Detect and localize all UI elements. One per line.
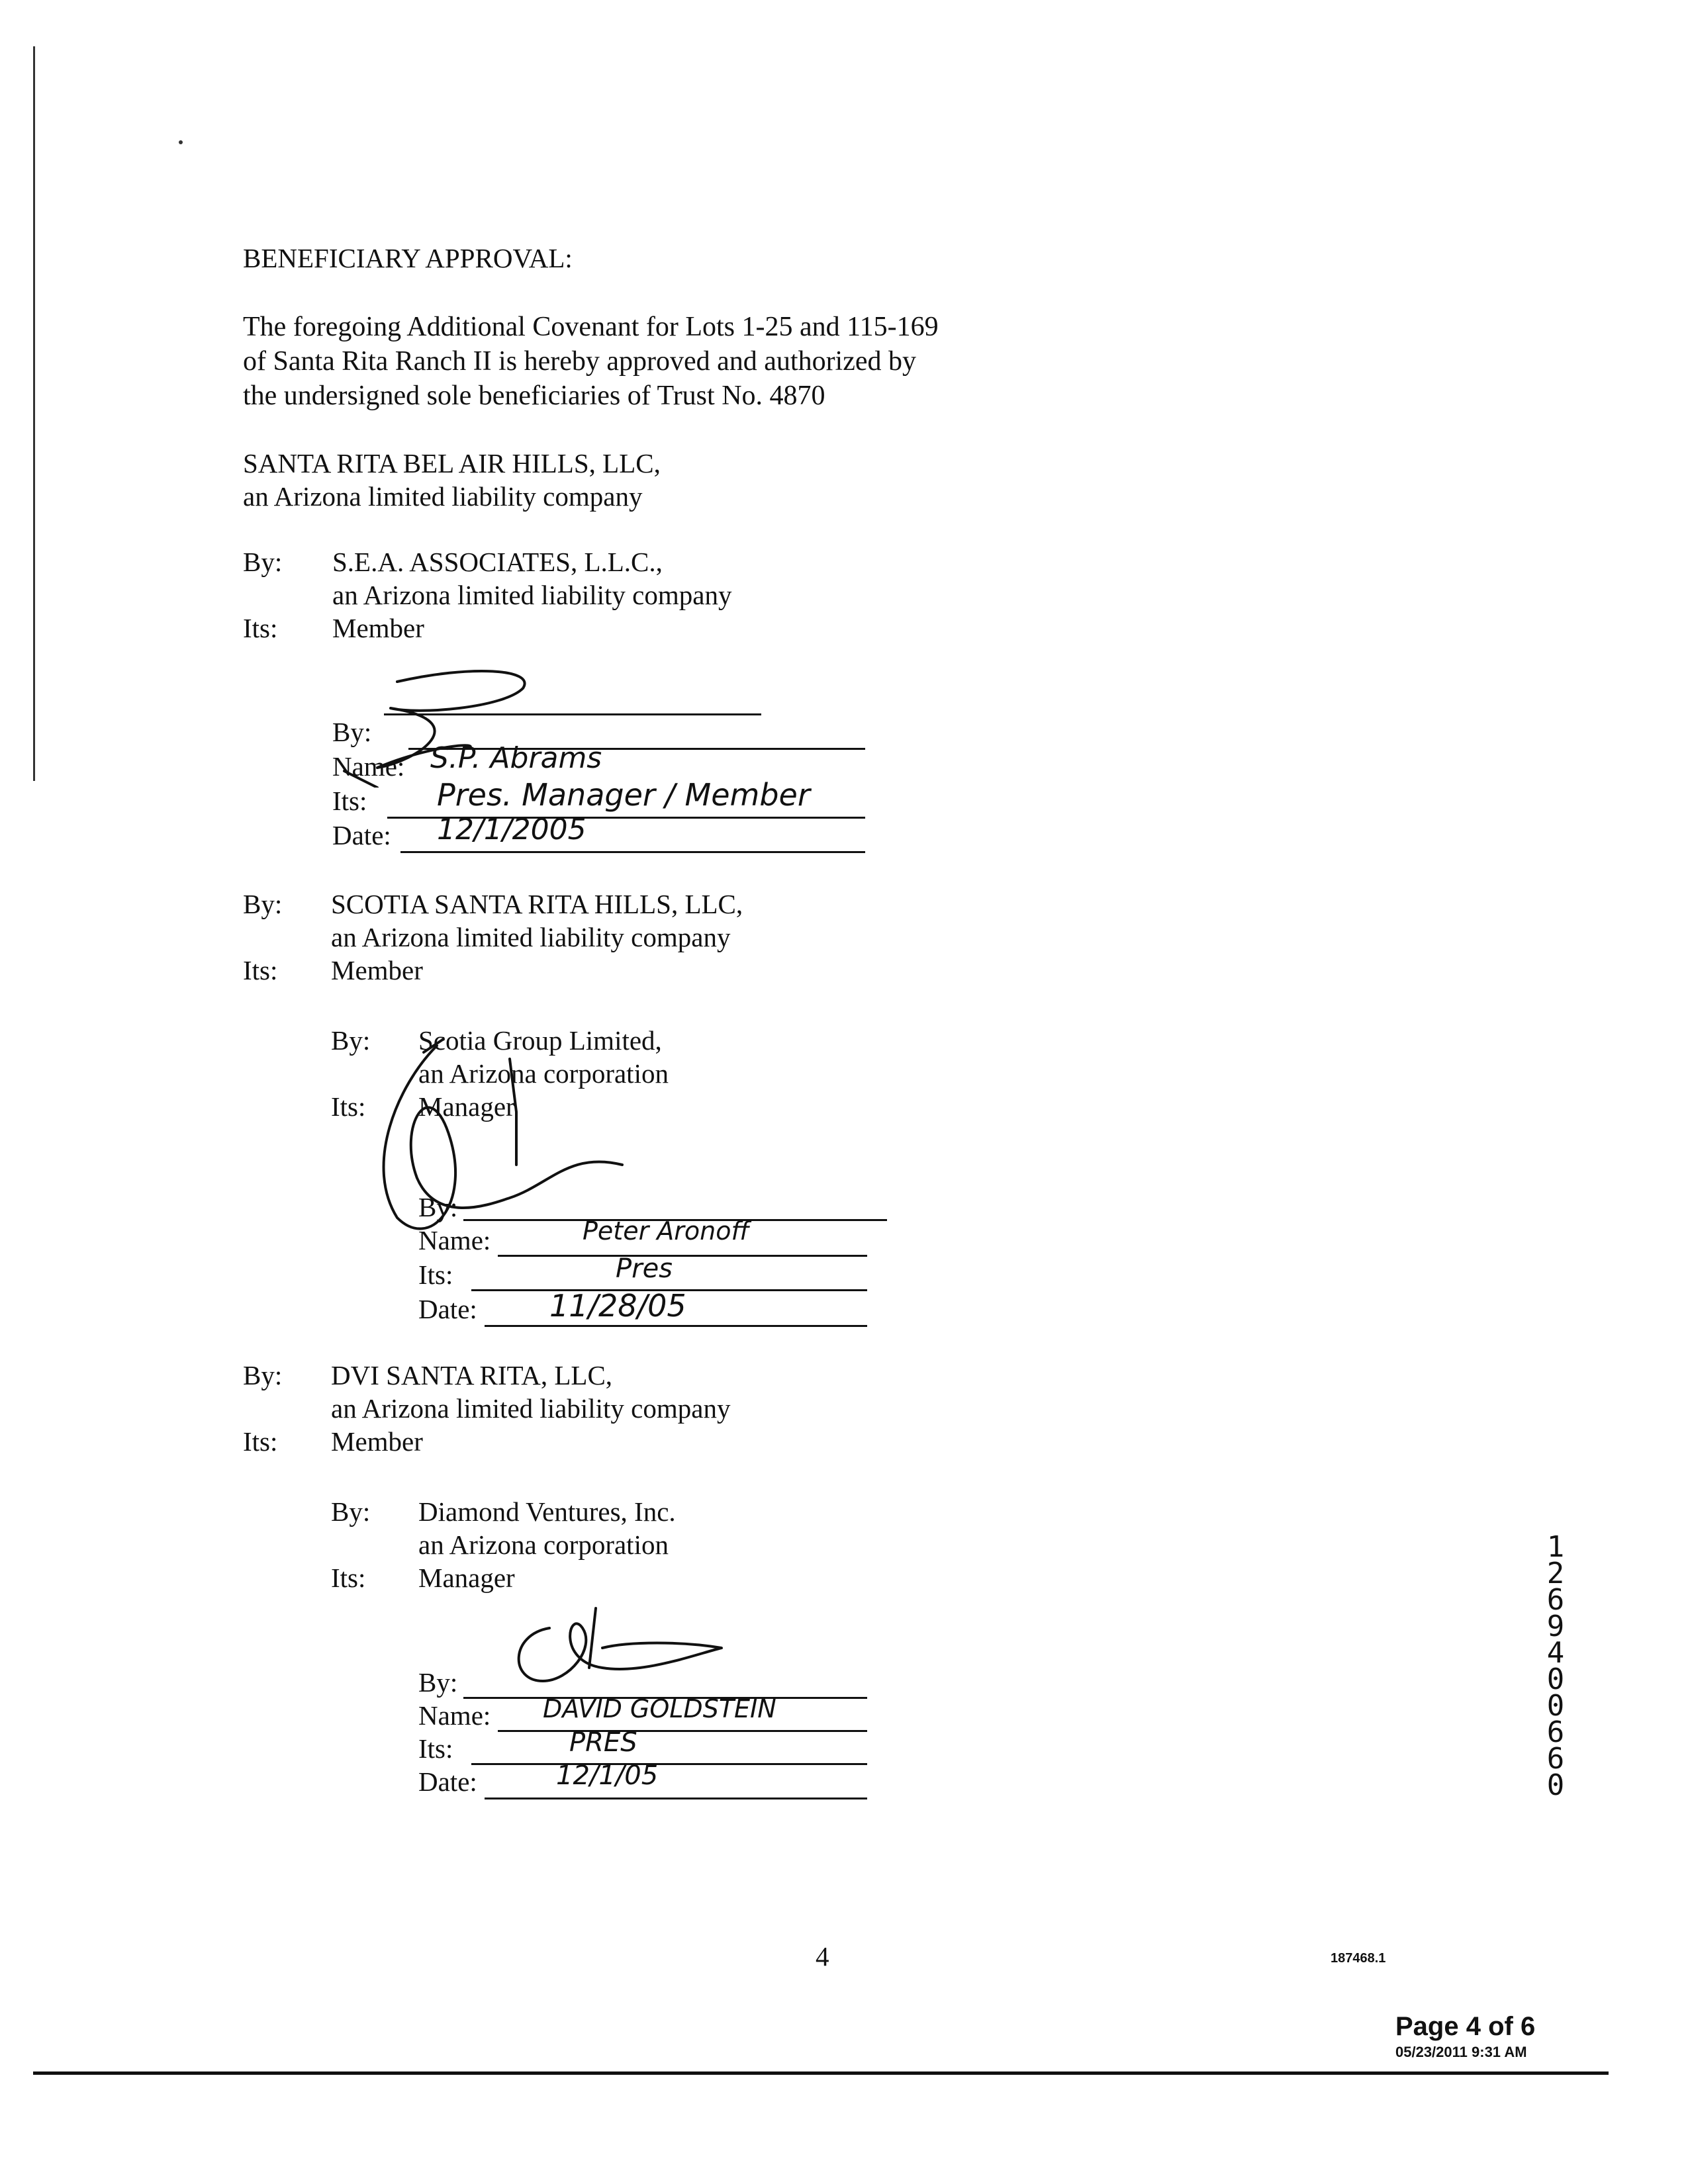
member2-sub-by-label: By: — [331, 1025, 371, 1056]
scan-dot — [179, 140, 183, 144]
member2-sub-name: Scotia Group Limited, — [418, 1025, 662, 1056]
member1-sign-date-value: 12/1/2005 — [437, 813, 586, 846]
member3-sign-by-label: By: — [418, 1667, 458, 1698]
member1-sign-by-label: By: — [332, 717, 372, 747]
member2-sub-role: Manager — [418, 1091, 515, 1122]
member3-sign-name-value: DAVID GOLDSTEIN — [543, 1694, 776, 1723]
member1-role: Member — [332, 613, 424, 643]
member2-sign-date-label: Date: — [418, 1294, 477, 1324]
company-type: an Arizona limited liability company — [243, 481, 643, 512]
member2-sign-date-value: 11/28/05 — [549, 1288, 686, 1324]
member2-sign-its-value: Pres — [616, 1253, 673, 1284]
member2-sign-by-label: By: — [418, 1192, 458, 1222]
intro-line-3: the undersigned sole beneficiaries of Trust No. 4870 — [243, 381, 825, 411]
intro-line-2: of Santa Rita Ranch II is hereby approved and authorized by — [243, 346, 917, 377]
member3-sign-date-label: Date: — [418, 1766, 477, 1797]
member3-sub-by-label: By: — [331, 1496, 371, 1527]
member3-sign-its-label: Its: — [418, 1733, 453, 1764]
member2-sign-name-value: Peter Aronoff — [583, 1216, 749, 1246]
member3-sign-its-value: PRES — [569, 1727, 637, 1758]
member1-name: S.E.A. ASSOCIATES, L.L.C., — [332, 547, 663, 577]
recording-number: 12694 00660 — [1546, 1530, 1565, 1802]
member2-sub-its-label: Its: — [331, 1091, 366, 1122]
member2-sign-name-label: Name: — [418, 1225, 491, 1255]
member1-sign-name-value: S.P. Abrams — [430, 741, 602, 775]
member1-by-label: By: — [243, 547, 283, 577]
intro-line-1: The foregoing Additional Covenant for Lots 1-25 and 115-169 — [243, 312, 939, 342]
member3-sign-date-line — [485, 1797, 867, 1799]
member3-sub-name: Diamond Ventures, Inc. — [418, 1496, 676, 1527]
member3-sign-its-line — [471, 1763, 867, 1765]
member2-role: Member — [331, 955, 423, 985]
page-of: Page 4 of 6 — [1395, 2012, 1536, 2041]
member3-name: DVI SANTA RITA, LLC, — [331, 1360, 613, 1390]
member3-type: an Arizona limited liability company — [331, 1393, 731, 1424]
member2-its-label: Its: — [243, 955, 278, 985]
member2-name: SCOTIA SANTA RITA HILLS, LLC, — [331, 889, 743, 919]
scan-mark-left — [33, 46, 35, 781]
member1-its-label: Its: — [243, 613, 278, 643]
member1-sign-date-line — [400, 851, 865, 853]
member1-sign-name-label: Name: — [332, 751, 405, 782]
member3-sub-its-label: Its: — [331, 1563, 366, 1593]
member2-by-label: By: — [243, 889, 283, 919]
member1-sign-its-label: Its: — [332, 786, 367, 816]
member2-sub-type: an Arizona corporation — [418, 1058, 669, 1089]
member3-by-label: By: — [243, 1360, 283, 1390]
member3-sign-name-label: Name: — [418, 1700, 491, 1731]
member3-sign-name-line — [498, 1730, 867, 1732]
doc-id: 187468.1 — [1331, 1951, 1386, 1966]
heading: BENEFICIARY APPROVAL: — [243, 243, 573, 273]
member3-its-label: Its: — [243, 1426, 278, 1457]
member3-signature — [496, 1602, 774, 1701]
member3-sub-type: an Arizona corporation — [418, 1529, 669, 1560]
member2-sign-its-label: Its: — [418, 1259, 453, 1290]
member1-sign-its-value: Pres. Manager / Member — [437, 777, 810, 813]
member3-sub-role: Manager — [418, 1563, 515, 1593]
member1-sign-date-label: Date: — [332, 820, 391, 850]
member2-sign-date-line — [485, 1325, 867, 1327]
member2-type: an Arizona limited liability company — [331, 922, 731, 952]
member3-sign-date-value: 12/1/05 — [556, 1760, 659, 1791]
footer-rule — [33, 2071, 1609, 2075]
member1-type: an Arizona limited liability company — [332, 580, 732, 610]
member3-role: Member — [331, 1426, 423, 1457]
company-name: SANTA RITA BEL AIR HILLS, LLC, — [243, 448, 661, 478]
intro-paragraph — [243, 310, 939, 413]
page-number: 4 — [816, 1941, 829, 1972]
timestamp: 05/23/2011 9:31 AM — [1395, 2044, 1527, 2060]
